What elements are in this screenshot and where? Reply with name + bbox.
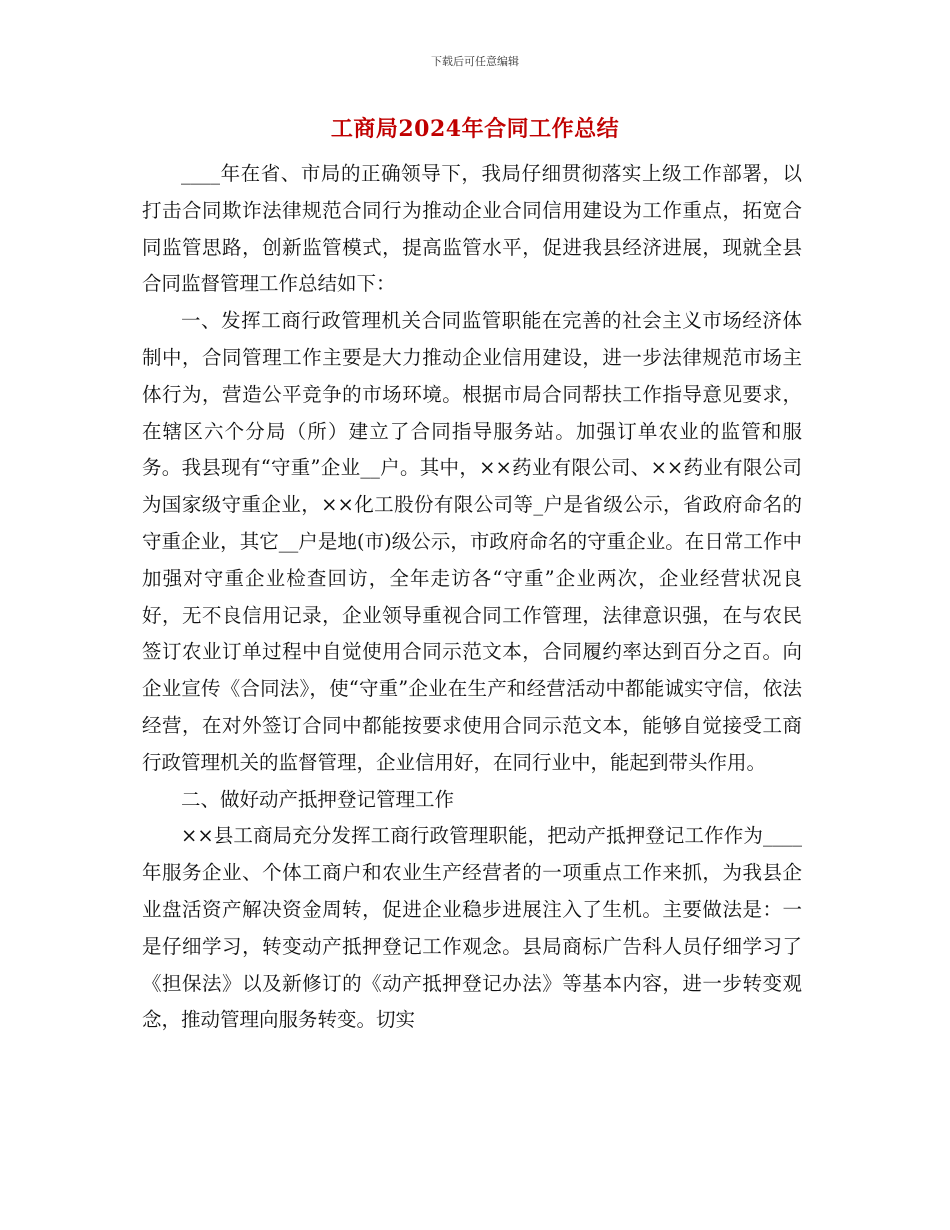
paragraph-section-two-body: ××县工商局充分发挥工商行政管理职能，把动产抵押登记工作作为____年服务企业、个体工商户和农业生产经营者的一项重点工作来抓，为我县企业盘活资产解决资金周转，促进企业稳步进展注入了生机。主要做法是：一是仔细学习，转变动产抵押登记工作观念。县局商标广告科人员仔细学习了《担保法》以及新修订的《动产抵押登记办法》等基本内容，进一步转变观念，推动管理向服务转变。切实 — [142, 824, 802, 1032]
document-title: 工商局2024年合同工作总结 — [330, 116, 620, 142]
header-note: 下载后可任意编辑 — [431, 55, 519, 68]
paragraph-section-one: 一、发挥工商行政管理机关合同监管职能在完善的社会主义市场经济体制中，合同管理工作主要是大力推动企业信用建设，进一步法律规范市场主体行为，营造公平竞争的市场环境。根据市局合同帮扶工作指导意见要求，在辖区六个分局（所）建立了合同指导服务站。加强订单农业的监管和服务。我县现有“守重”企业__户。其中，××药业有限公司、××药业有限公司为国家级守重企业，××化工股份有限公司等_户是省级公示，省政府命名的守重企业，其它__户是地(市)级公示，市政府命名的守重企业。在日常工作中加强对守重企业检查回访，全年走访各“守重”企业两次，企业经营状况良好，无不良信用记录，企业领导重视合同工作管理，法律意识强，在与农民签订农业订单过程中自觉使用合同示范文本，合同履约率达到百分之百。向企业宣传《合同法》，使“守重”企业在生产和经营活动中都能诚实守信，依法经营，在对外签订合同中都能按要求使用合同示范文本，能够自觉接受工商行政管理机关的监督管理，企业信用好，在同行业中，能起到带头作用。 — [142, 309, 802, 774]
paragraph-intro: ____年在省、市局的正确领导下，我局仔细贯彻落实上级工作部署，以打击合同欺诈法律规范合同行为推动企业合同信用建设为工作重点，拓宽合同监管思路，创新监管模式，提高监管水平，促进我县经济进展，现就全县合同监督管理工作总结如下： — [142, 162, 802, 296]
paragraph-section-two-heading: 二、做好动产抵押登记管理工作 — [181, 787, 455, 811]
document-body — [142, 156, 802, 1039]
